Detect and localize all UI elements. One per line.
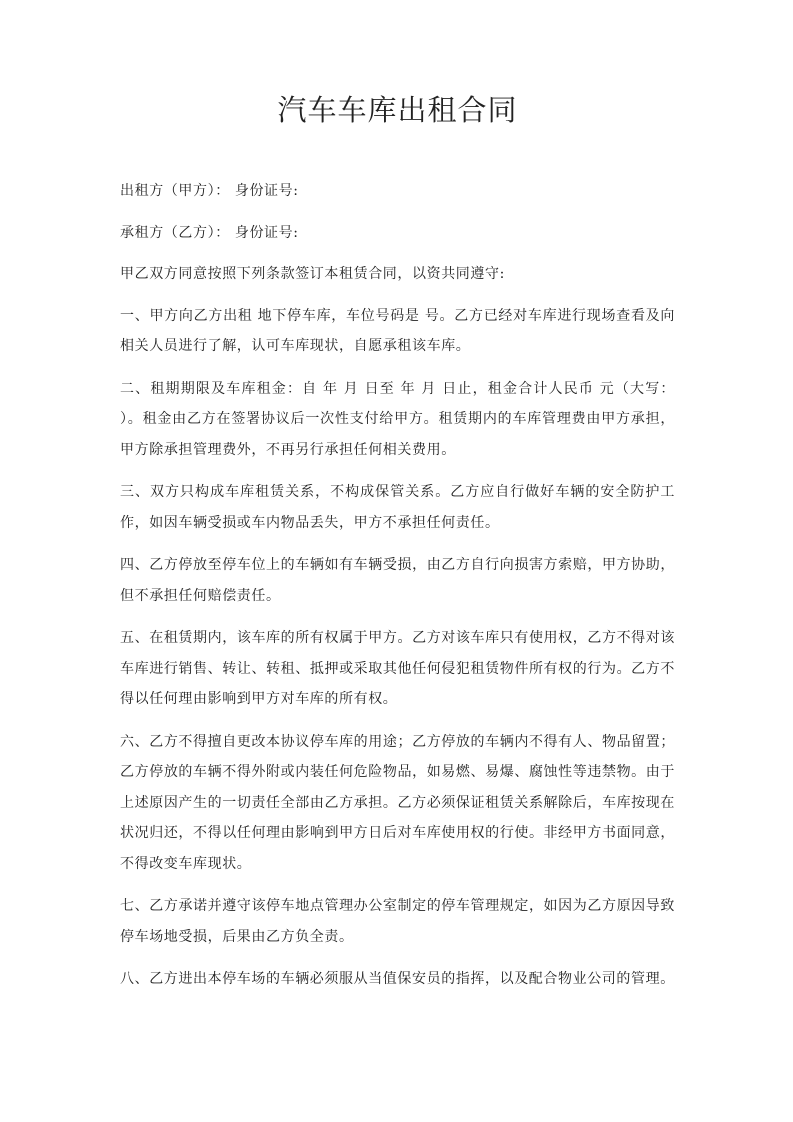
clause-8: 八、乙方进出本停车场的车辆必须服从当值保安员的指挥，以及配合物业公司的管理。	[120, 971, 675, 987]
clause-2: 二、租期期限及车库租金：自 年 月 日至 年 月 日止，租金合计人民币 元（大写： ）。租金由乙方在签署协议后一次性支付给甲方。租赁期内的车库管理费由甲方承担，甲方除承担管理费外，不再另行承担任何相关费用。	[120, 380, 675, 458]
lessee-line: 承租方（乙方）： 身份证号:	[120, 224, 299, 241]
document-title: 汽车车库出租合同	[277, 93, 518, 127]
clause-1: 一、甲方向乙方出租 地下停车库，车位号码是 号。乙方已经对车库进行现场查看及向相关人员进行了解，认可车库现状，自愿承租该车库。	[120, 307, 675, 354]
clause-5: 五、在租赁期内，该车库的所有权属于甲方。乙方对该车库只有使用权，乙方不得对该车库进行销售、转让、转租、抵押或采取其他任何侵犯租赁物件所有权的行为。乙方不得以任何理由影响到甲方对车库的所有权。	[120, 630, 675, 707]
lessor-line: 出租方（甲方）： 身份证号:	[120, 183, 299, 199]
clause-7: 七、乙方承诺并遵守该停车地点管理办公室制定的停车管理规定，如因为乙方原因导致停车场地受损，后果由乙方负全责。	[120, 898, 675, 945]
clause-3: 三、双方只构成车库租赁关系，不构成保管关系。乙方应自行做好车辆的安全防护工作，如因车辆受损或车内物品丢失，甲方不承担任何责任。	[120, 484, 675, 531]
clause-6: 六、乙方不得擅自更改本协议停车库的用途；乙方停放的车辆内不得有人、物品留置；乙方停放的车辆不得外附或内装任何危险物品，如易燃、易爆、腐蚀性等违禁物。由于上述原因产生的一切责任全部由乙方承担。乙方必须保证租赁关系解除后，车库按现在状况归还，不得以任何理由影响到甲方日后对车库使用权的行使。非经甲方书面同意，不得改变车库现状。	[120, 733, 675, 872]
clause-4: 四、乙方停放至停车位上的车辆如有车辆受损，由乙方自行向损害方索赔，甲方协助，但不承担任何赔偿责任。	[120, 557, 675, 604]
preamble: 甲乙双方同意按照下列条款签订本租赁合同，以资共同遵守:	[120, 266, 505, 282]
